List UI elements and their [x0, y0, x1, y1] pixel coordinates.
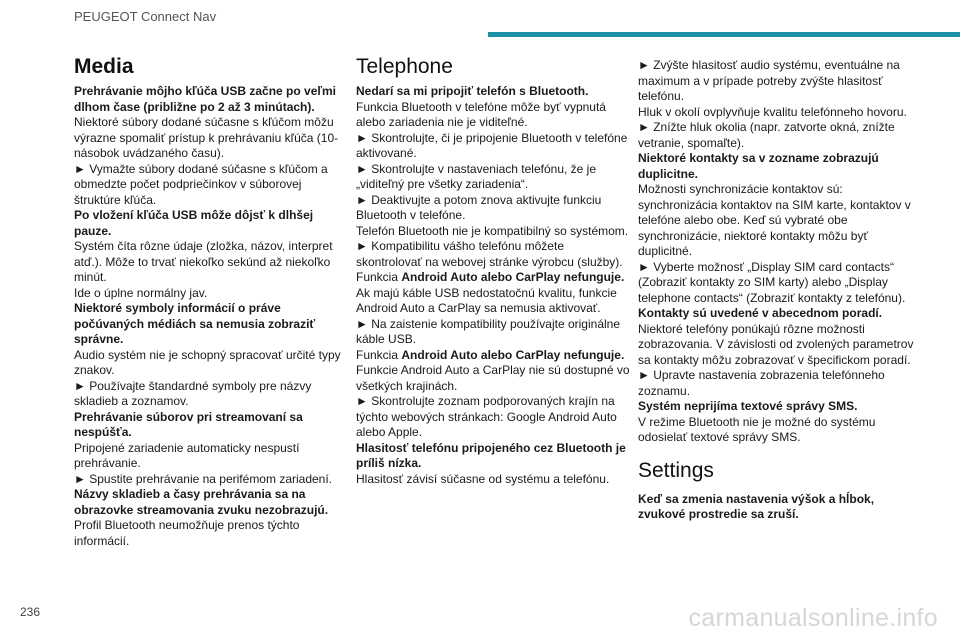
instruction: ► Vymažte súbory dodané súčasne s kľúčom a obmedzte počet podpriečinkov v súborovej štruktúre kľúča.	[74, 161, 328, 207]
question: Keď sa zmenia nastavenia výšok a hĺbok, zvukové prostredie sa zruší.	[638, 491, 875, 521]
question-prefix: Funkcia	[356, 347, 399, 362]
answer: Niektoré súbory dodané súčasne s kľúčom môžu výrazne spomaliť prístup k prehrávaniu kľúča (10-násobok uvádzaného času).	[74, 115, 339, 160]
question-prefix: Funkcia	[356, 270, 399, 284]
column-media	[74, 54, 350, 549]
question-emphasis: Android Auto alebo CarPlay nefunguje.	[401, 347, 625, 362]
answer: Systém číta rôzne údaje (zložka, názov, interpret atď.). Môže to trvať niekoľko sekúnd až niekoľko minút.	[74, 239, 333, 284]
question: Po vložení kľúča USB môže dôjsť k dlhšej pauze.	[74, 208, 314, 238]
section-heading-media: Media	[74, 55, 134, 78]
answer: Funkcia Bluetooth v telefóne môže byť vypnutá alebo zariadenia nie je viditeľné.	[356, 99, 606, 129]
page-number: 236	[20, 605, 41, 619]
question: Hlasitosť telefónu pripojeného cez Bluetooth je príliš nízka.	[356, 440, 626, 470]
answer: Niektoré telefóny ponúkajú rôzne možnosti zobrazovania. V závislosti od zvolených parametrov sa kontakty môžu zobrazovať v špecifickom poradí.	[638, 321, 914, 367]
answer: Možnosti synchronizácie kontaktov sú: synchronizácia kontaktov na SIM karte, kontaktov v telefóne alebo obe. Keď sú vybraté obe synchronizácie, niektoré kontakty môžu byť duplicitné.	[638, 182, 911, 258]
column-telephone-continued	[638, 58, 914, 523]
answer: V režime Bluetooth nie je možné do systému odosielať textové správy SMS.	[638, 414, 876, 444]
answer: Ide o úplne normálny jav.	[74, 285, 208, 300]
question-mixed	[356, 348, 632, 364]
question-emphasis: Android Auto alebo CarPlay nefunguje.	[401, 270, 625, 284]
column-telephone	[356, 54, 632, 487]
answer: Telefón Bluetooth nie je kompatibilný so systémom.	[356, 223, 629, 238]
answer: Funkcie Android Auto a CarPlay nie sú dostupné vo všetkých krajinách.	[356, 363, 630, 393]
section-heading-telephone: Telephone	[356, 55, 453, 78]
answer: Hlasitosť závisí súčasne od systému a telefónu.	[356, 471, 610, 486]
instruction: ► Skontrolujte, či je pripojenie Bluetooth v telefóne aktivované.	[356, 130, 628, 160]
question: Nedarí sa mi pripojiť telefón s Bluetooth.	[356, 84, 589, 98]
question: Niektoré kontakty sa v zozname zobrazujú duplicitne.	[638, 151, 879, 181]
watermark: carmanualsonline.info	[688, 604, 938, 632]
answer: Audio systém nie je schopný spracovať určité typy znakov.	[74, 347, 341, 377]
instruction: ► Na zaistenie kompatibility používajte originálne káble USB.	[356, 316, 621, 346]
question: Kontakty sú uvedené v abecednom poradí.	[638, 306, 883, 320]
running-header: PEUGEOT Connect Nav	[74, 9, 217, 24]
question: Niektoré symboly informácií o práve počúvaných médiách sa nemusia zobraziť správne.	[74, 301, 316, 346]
question-mixed	[356, 270, 632, 286]
instruction: ► Skontrolujte zoznam podporovaných krajín na týchto webových stránkach: Google Android Auto alebo Apple.	[356, 394, 617, 439]
instruction: ► Spustite prehrávanie na perifémom zariadení.	[74, 471, 333, 486]
instruction: ► Vyberte možnosť „Display SIM card contacts“ (Zobraziť kontakty zo SIM karty) alebo „Display telephone contacts“ (Zobraziť kontakty z telefónu).	[638, 259, 906, 305]
question: Systém neprijíma textové správy SMS.	[638, 399, 858, 413]
question: Prehrávanie súborov pri streamovaní sa nespúšťa.	[74, 409, 303, 439]
instruction: ► Kompatibilitu vášho telefónu môžete skontrolovať na webovej stránke výrobcu (služby).	[356, 239, 623, 269]
question: Názvy skladieb a časy prehrávania sa na obrazovke streamovania zvuku nezobrazujú.	[74, 487, 329, 517]
instruction: ► Používajte štandardné symboly pre názvy skladieb a zoznamov.	[74, 378, 312, 408]
answer: Ak majú káble USB nedostatočnú kvalitu, funkcie Android Auto a CarPlay sa nemusia aktivovať.	[356, 285, 617, 315]
instruction: ► Skontrolujte v nastaveniach telefónu, že je „viditeľný pre všetky zariadenia“.	[356, 161, 597, 191]
question: Prehrávanie môjho kľúča USB začne po veľmi dlhom čase (približne po 2 až 3 minútach).	[74, 84, 337, 114]
instruction: ► Zvýšte hlasitosť audio systému, eventuálne na maximum a v prípade potreby zvýšte hlasitosť telefónu.	[638, 58, 900, 103]
section-heading-settings: Settings	[638, 458, 714, 482]
header-accent-bar	[488, 32, 960, 37]
answer: Pripojené zariadenie automaticky nespustí prehrávanie.	[74, 440, 300, 470]
answer: Hluk v okolí ovplyvňuje kvalitu telefónneho hovoru.	[638, 104, 907, 119]
instruction: ► Deaktivujte a potom znova aktivujte funkciu Bluetooth v telefóne.	[356, 192, 602, 222]
answer: Profil Bluetooth neumožňuje prenos týchto informácií.	[74, 518, 300, 548]
instruction: ► Znížte hluk okolia (napr. zatvorte okná, znížte vetranie, spomaľte).	[638, 120, 895, 150]
instruction: ► Upravte nastavenia zobrazenia telefónneho zoznamu.	[638, 368, 885, 398]
